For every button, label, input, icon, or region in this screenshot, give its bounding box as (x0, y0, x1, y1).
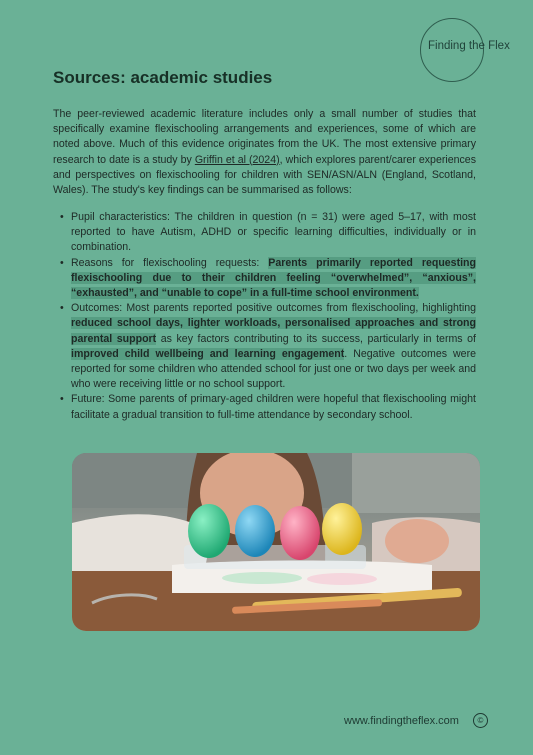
griffin-study-link[interactable]: Griffin et al (2024) (194, 153, 280, 166)
copyright-icon: © (473, 713, 488, 728)
finding-reasons-highlight: Parents primarily reported requesting flexischooling due to their children feeling “overwhelmed”, “anxious”, “exhausted”, and “unable to cope” in a full-time school environment. (71, 256, 476, 300)
finding-outcomes-highlight-2: improved child wellbeing and learning engagement (71, 347, 345, 360)
egg-blue (235, 505, 275, 557)
footer-website[interactable]: www.findingtheflex.com (344, 715, 459, 727)
key-findings-list (53, 210, 476, 423)
egg-yellow (322, 503, 362, 555)
finding-reasons-lead: Reasons for flexischooling requests: (71, 256, 269, 269)
logo-text: Finding the Flex (428, 40, 510, 52)
intro-paragraph (53, 107, 476, 198)
photo-child-hand (385, 519, 449, 563)
finding-outcomes-highlight-1: reduced school days, lighter workloads, personalised approaches and strong parental support (71, 317, 476, 345)
finding-pupil-characteristics (53, 210, 476, 256)
intro-text-before-link: The peer-reviewed academic literature includes only a small number of studies that specifically examine flexischooling arrangements and experiences, some of which are noted above. Much of this evidence originates from the UK. The most extensive primary research to date is a study by (53, 108, 476, 166)
page-title: Sources: academic studies (53, 68, 273, 87)
egg-green (188, 504, 230, 558)
finding-outcomes-mid: as key factors contributing to its success, particularly in terms of (156, 332, 476, 345)
intro-text-after-link: , which explores parent/carer experiences and perspectives on flexischooling for children with SEN/ASN/ALN (England, Scotland, Wales). The study's key findings can be summarised as follows: (53, 153, 476, 197)
photo-background-window (352, 453, 480, 513)
finding-outcomes-lead: Outcomes: Most parents reported positive outcomes from flexischooling, highlighting (71, 302, 476, 315)
finding-pupil-text: Pupil characteristics: The children in question (n = 31) were aged 5–17, with most reported to have Autism, ADHD or specific learning difficulties, individually or in combination. (71, 211, 476, 254)
finding-outcomes-tail: . Negative outcomes were reported for some children who attended school for just one or two days per week and who were receiving little or no school support. (71, 347, 476, 391)
egg-pink (280, 506, 320, 560)
finding-outcomes (53, 301, 476, 392)
finding-future-text: Future: Some parents of primary-aged children were hopeful that flexischooling might facilitate a gradual transition to full-time attendance by secondary school. (71, 393, 476, 421)
photo-child-painting-eggs (72, 453, 480, 631)
photo-illustration (72, 453, 480, 631)
finding-reasons (53, 256, 476, 302)
finding-future (53, 392, 476, 422)
